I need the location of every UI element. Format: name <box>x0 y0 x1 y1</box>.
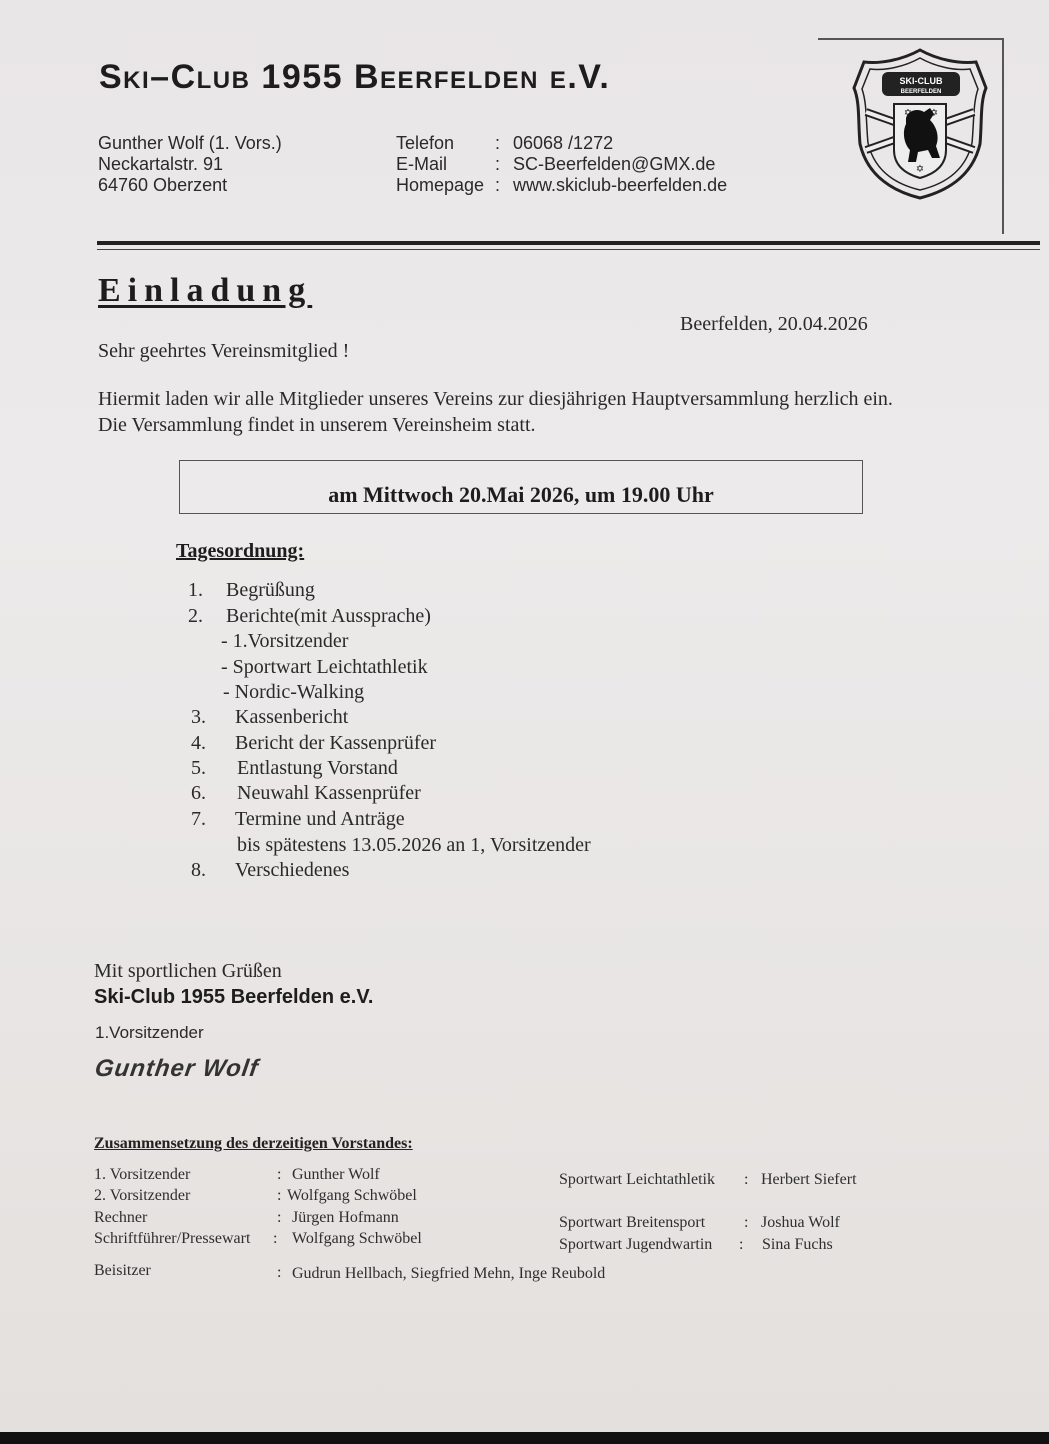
agenda-subitem: bis spätestens 13.05.2026 an 1, Vorsitzender <box>237 834 591 856</box>
agenda-item: Entlastung Vorstand <box>237 757 398 779</box>
contact-email: SC-Beerfelden@GMX.de <box>513 154 716 174</box>
agenda-number: 2. <box>188 605 203 627</box>
board-separator: : <box>277 1209 282 1226</box>
salutation: Sehr geehrtes Vereinsmitglied ! <box>98 340 350 362</box>
contact-label-homepage: Homepage <box>396 175 485 195</box>
agenda-subitem: - Sportwart Leichtathletik <box>221 656 428 678</box>
closing-role: 1.Vorsitzender <box>95 1023 204 1042</box>
place-date: Beerfelden, 20.04.2026 <box>680 313 868 335</box>
contact-label-phone: Telefon <box>396 133 455 153</box>
agenda-number: 5. <box>191 757 206 779</box>
header-rule <box>97 249 1040 250</box>
agenda-subitem: - 1.Vorsitzender <box>221 630 349 652</box>
address-line: 64760 Oberzent <box>98 175 228 195</box>
board-role: Beisitzer <box>94 1262 151 1279</box>
letter-heading: Einladung <box>98 272 313 309</box>
closing-greeting: Mit sportlichen Grüßen <box>94 960 282 982</box>
body-line: Hiermit laden wir alle Mitglieder unseres Vereins zur diesjährigen Hauptversammlung herzlich ein. <box>98 388 893 410</box>
agenda-item: Neuwahl Kassenprüfer <box>237 782 421 804</box>
board-name: Wolfgang Schwöbel <box>287 1187 417 1204</box>
logo-frame <box>1002 38 1004 234</box>
board-separator: : <box>277 1264 282 1281</box>
invitation-body <box>98 386 998 438</box>
board-role: Rechner <box>94 1209 148 1226</box>
sender-address <box>98 133 282 196</box>
svg-text:✡: ✡ <box>915 164 925 175</box>
body-line: Die Versammlung findet in unserem Vereinsheim statt. <box>98 414 536 436</box>
board-name: Jürgen Hofmann <box>292 1209 399 1226</box>
agenda-item: Berichte(mit Aussprache) <box>226 605 431 627</box>
board-role: Schriftführer/Pressewart <box>94 1230 251 1247</box>
agenda-number: 3. <box>191 706 206 728</box>
agenda-number: 7. <box>191 808 206 830</box>
board-separator: : <box>744 1214 749 1231</box>
board-role: Sportwart Leichtathletik <box>559 1171 715 1188</box>
board-separator: : <box>744 1171 749 1188</box>
agenda-number: 4. <box>191 732 206 754</box>
contact-values <box>513 133 727 196</box>
board-name: Gudrun Hellbach, Siegfried Mehn, Inge Reubold <box>292 1265 606 1282</box>
board-separator: : <box>273 1230 278 1247</box>
agenda-item: Bericht der Kassenprüfer <box>235 732 437 754</box>
club-crest-icon <box>850 46 990 201</box>
photo-edge <box>0 1432 1049 1444</box>
board-separator: : <box>277 1187 282 1204</box>
board-role: 2. Vorsitzender <box>94 1187 191 1204</box>
contact-phone: 06068 /1272 <box>513 133 614 153</box>
agenda-subitem: - Nordic-Walking <box>223 681 365 703</box>
board-separator: : <box>739 1236 744 1253</box>
logo-text: SKI-CLUB <box>899 76 943 86</box>
board-title: Zusammensetzung des derzeitigen Vorstandes: <box>94 1135 413 1152</box>
contact-label-email: E-Mail <box>396 154 448 174</box>
contact-labels <box>396 133 484 196</box>
logo-text: BEERFELDEN <box>900 89 942 95</box>
board-role: Sportwart Jugendwartin <box>559 1236 713 1253</box>
closing-club: Ski-Club 1955 Beerfelden e.V. <box>94 986 374 1008</box>
agenda-title: Tagesordnung: <box>176 540 305 562</box>
agenda-number: 1. <box>188 579 203 601</box>
agenda-item: Termine und Anträge <box>235 808 405 830</box>
address-line: Neckartalstr. 91 <box>98 154 224 174</box>
agenda-item: Verschiedenes <box>235 859 350 881</box>
agenda-item: Begrüßung <box>226 579 315 601</box>
agenda-number: 8. <box>191 859 206 881</box>
board-name: Wolfgang Schwöbel <box>292 1230 422 1247</box>
contact-separators: : : : <box>495 133 501 195</box>
board-name: Sina Fuchs <box>762 1236 833 1253</box>
header-rule <box>97 241 1040 245</box>
board-role: Sportwart Breitensport <box>559 1214 706 1231</box>
board-separator: : <box>277 1166 282 1183</box>
board-name: Gunther Wolf <box>292 1166 380 1183</box>
svg-text:✡: ✡ <box>929 108 939 119</box>
address-line: Gunther Wolf (1. Vors.) <box>98 133 282 153</box>
agenda-item: Kassenbericht <box>235 706 349 728</box>
board-name: Herbert Siefert <box>761 1171 857 1188</box>
signature: Gunther Wolf <box>93 1055 261 1082</box>
board-role: 1. Vorsitzender <box>94 1166 191 1183</box>
agenda-number: 6. <box>191 782 206 804</box>
svg-text:✡: ✡ <box>903 108 913 119</box>
meeting-date: am Mittwoch 20.Mai 2026, um 19.00 Uhr <box>328 482 714 507</box>
board-name: Joshua Wolf <box>761 1214 840 1231</box>
contact-homepage: www.skiclub-beerfelden.de <box>513 175 728 195</box>
logo-frame <box>818 38 1004 40</box>
club-title: Ski–Club 1955 Beerfelden e.V. <box>99 58 611 96</box>
